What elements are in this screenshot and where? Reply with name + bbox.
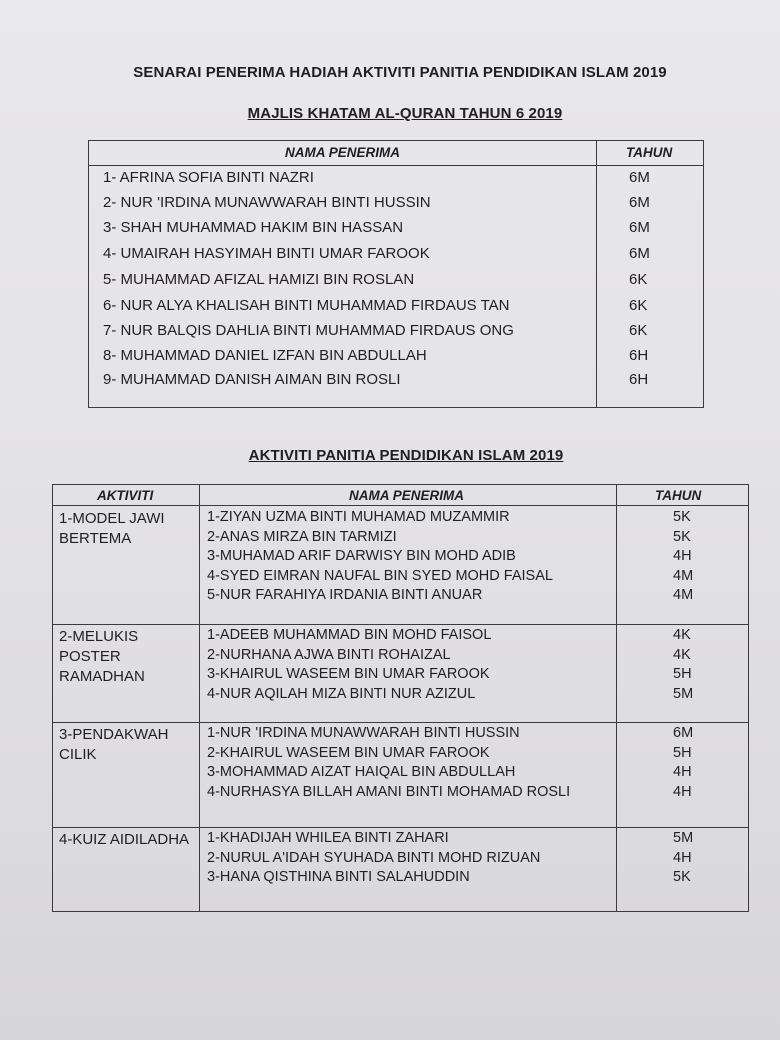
recipient-name: 4-NUR AQILAH MIZA BINTI NUR AZIZUL — [207, 685, 476, 702]
recipient-name: 1- AFRINA SOFIA BINTI NAZRI — [103, 169, 314, 186]
recipient-year: 6M — [629, 169, 650, 186]
recipient-name: 3-KHAIRUL WASEEM BIN UMAR FAROOK — [207, 666, 490, 683]
recipient-year: 5M — [673, 685, 694, 702]
recipient-name: 7- NUR BALQIS DAHLIA BINTI MUHAMMAD FIRDAUS ONG — [103, 322, 514, 339]
table-row — [103, 169, 693, 191]
recipient-name: 1-NUR 'IRDINA MUNAWWARAH BINTI HUSSIN — [207, 725, 520, 741]
recipient-year: 4H — [673, 764, 692, 781]
column-divider — [616, 485, 617, 911]
recipient-year: 6K — [629, 297, 648, 314]
table-row — [103, 347, 693, 369]
recipient-year: 6K — [629, 271, 648, 288]
recipient-name: 3-MUHAMAD ARIF DARWISY BIN MOHD ADIB — [207, 548, 516, 565]
recipient-year: 4K — [673, 627, 691, 643]
table-row — [103, 371, 693, 393]
recipient-name: 3-MOHAMMAD AIZAT HAIQAL BIN ABDULLAH — [207, 764, 516, 781]
column-header-name: NAMA PENERIMA — [285, 145, 401, 160]
header-divider — [53, 505, 748, 506]
header-divider — [89, 165, 703, 166]
recipient-name: 9- MUHAMMAD DANISH AIMAN BIN ROSLI — [103, 371, 401, 388]
recipient-name: 6- NUR ALYA KHALISAH BINTI MUHAMMAD FIRDAUS TAN — [103, 297, 510, 314]
group-divider — [53, 827, 748, 828]
recipient-year: 4K — [673, 646, 691, 663]
column-header-activity: AKTIVITI — [97, 488, 154, 503]
recipient-year: 6M — [629, 219, 650, 236]
recipient-year: 6M — [673, 725, 694, 741]
recipient-year: 5M — [673, 830, 694, 846]
table-row — [103, 245, 693, 267]
recipient-name: 5- MUHAMMAD AFIZAL HAMIZI BIN ROSLAN — [103, 271, 415, 288]
activity-label: CILIK — [59, 746, 97, 763]
recipient-name: 1-KHADIJAH WHILEA BINTI ZAHARI — [207, 830, 449, 846]
recipient-year: 4M — [673, 567, 694, 584]
recipient-name: 4-SYED EIMRAN NAUFAL BIN SYED MOHD FAISAL — [207, 567, 553, 584]
recipient-name: 2-ANAS MIRZA BIN TARMIZI — [207, 528, 397, 545]
recipient-name: 3-HANA QISTHINA BINTI SALAHUDDIN — [207, 869, 470, 886]
recipient-name: 4-NURHASYA BILLAH AMANI BINTI MOHAMAD ROSLI — [207, 783, 571, 800]
recipient-name: 2-KHAIRUL WASEEM BIN UMAR FAROOK — [207, 744, 490, 761]
recipient-name: 3- SHAH MUHAMMAD HAKIM BIN HASSAN — [103, 219, 404, 236]
table-row — [103, 219, 693, 241]
column-header-name: NAMA PENERIMA — [349, 488, 465, 503]
recipient-name: 5-NUR FARAHIYA IRDANIA BINTI ANUAR — [207, 587, 483, 604]
table-row — [103, 271, 693, 293]
recipient-year: 5H — [673, 744, 692, 761]
column-header-year: TAHUN — [626, 145, 673, 160]
recipient-year: 6H — [629, 371, 649, 388]
recipient-year: 5K — [673, 509, 691, 525]
table-row — [103, 194, 693, 216]
activity-label: 2-MELUKIS — [59, 628, 139, 645]
recipient-year: 6M — [629, 194, 650, 211]
recipient-year: 4H — [673, 548, 692, 565]
table-row — [103, 297, 693, 319]
recipient-year: 6H — [629, 347, 649, 364]
recipient-name: 2- NUR 'IRDINA MUNAWWARAH BINTI HUSSIN — [103, 194, 431, 211]
recipient-name: 1-ZIYAN UZMA BINTI MUHAMAD MUZAMMIR — [207, 509, 510, 525]
group-divider — [53, 624, 748, 625]
activity-label: 1-MODEL JAWI — [59, 510, 165, 527]
activity-label: 4-KUIZ AIDILADHA — [59, 831, 190, 848]
recipient-year: 5K — [673, 528, 691, 545]
aktiviti-table — [52, 484, 749, 912]
column-divider — [199, 485, 200, 911]
main-title: SENARAI PENERIMA HADIAH AKTIVITI PANITIA PENDIDIKAN ISLAM 2019 — [133, 64, 667, 81]
recipient-year: 4M — [673, 587, 694, 604]
recipient-name: 8- MUHAMMAD DANIEL IZFAN BIN ABDULLAH — [103, 347, 427, 364]
activity-label: BERTEMA — [59, 530, 132, 547]
table-row — [103, 322, 693, 344]
column-header-year: TAHUN — [655, 488, 702, 503]
activity-label: RAMADHAN — [59, 668, 145, 685]
recipient-name: 1-ADEEB MUHAMMAD BIN MOHD FAISOL — [207, 627, 492, 643]
section-title-aktiviti: AKTIVITI PANITIA PENDIDIKAN ISLAM 2019 — [248, 447, 564, 464]
recipient-name: 4- UMAIRAH HASYIMAH BINTI UMAR FAROOK — [103, 245, 430, 262]
activity-label: 3-PENDAKWAH — [59, 726, 169, 743]
recipient-year: 6K — [629, 322, 648, 339]
recipient-year: 4H — [673, 783, 692, 800]
recipient-year: 5H — [673, 666, 692, 683]
khatam-table — [88, 140, 704, 408]
recipient-year: 5K — [673, 869, 691, 886]
recipient-year: 4H — [673, 849, 692, 866]
group-divider — [53, 722, 748, 723]
section-title-khatam: MAJLIS KHATAM AL-QURAN TAHUN 6 2019 — [247, 105, 563, 122]
recipient-name: 2-NURUL A'IDAH SYUHADA BINTI MOHD RIZUAN — [207, 849, 541, 866]
activity-label: POSTER — [59, 648, 121, 665]
recipient-name: 2-NURHANA AJWA BINTI ROHAIZAL — [207, 646, 451, 663]
recipient-year: 6M — [629, 245, 650, 262]
